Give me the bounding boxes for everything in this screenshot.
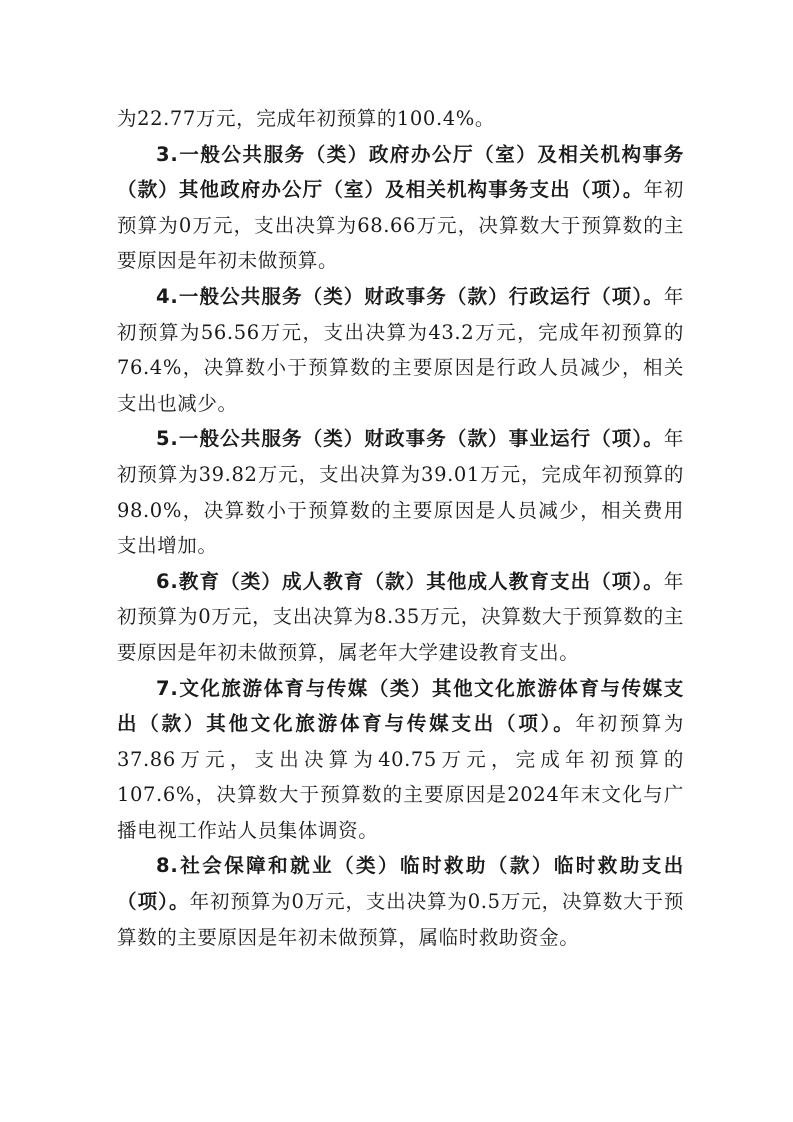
item-6-heading: 6.教育（类）成人教育（款）其他成人教育支出（项）。 (156, 569, 664, 593)
item-5-paragraph (117, 421, 684, 563)
continuation-text: 为22.77万元，完成年初预算的100.4%。 (117, 107, 495, 130)
document-body (117, 101, 684, 955)
item-7-body: 年初预算为37.86万元，支出决算为40.75万元，完成年初预算的107.6%，决算数大于预算数的主要原因是2024年末文化与广播电视工作站人员集体调资。 (117, 712, 684, 842)
item-4-body: 年初预算为56.56万元，支出决算为43.2万元，完成年初预算的76.4%，决算数小于预算数的主要原因是行政人员减少，相关支出也减少。 (117, 284, 684, 415)
item-5-heading: 5.一般公共服务（类）财政事务（款）事业运行（项）。 (156, 427, 664, 451)
continuation-paragraph (117, 101, 684, 137)
item-7-paragraph (117, 671, 684, 849)
item-3-heading: 3.一般公共服务（类）政府办公厅（室）及相关机构事务（款）其他政府办公厅（室）及相关机构事务支出（项）。 (117, 142, 684, 202)
item-5-body: 年初预算为39.82万元，支出决算为39.01万元，完成年初预算的98.0%，决算数小于预算数的主要原因是人员减少，相关费用支出增加。 (117, 427, 684, 558)
item-4-heading: 4.一般公共服务（类）财政事务（款）行政运行（项）。 (156, 284, 664, 308)
item-8-heading: 8.社会保障和就业（类）临时救助（款）临时救助支出（项）。 (117, 854, 684, 914)
item-3-body: 年初预算为0万元，支出决算为68.66万元，决算数大于预算数的主要原因是年初未做预算。 (117, 178, 684, 273)
item-3-paragraph (117, 137, 684, 279)
item-8-paragraph (117, 848, 684, 955)
item-8-body: 年初预算为0万元，支出决算为0.5万元，决算数大于预算数的主要原因是年初未做预算，属临时救助资金。 (117, 890, 684, 949)
item-7-heading: 7.文化旅游体育与传媒（类）其他文化旅游体育与传媒支出（款）其他文化旅游体育与传媒支出（项）。 (117, 676, 684, 736)
item-6-paragraph (117, 564, 684, 671)
item-6-body: 年初预算为0万元，支出决算为8.35万元，决算数大于预算数的主要原因是年初未做预算，属老年大学建设教育支出。 (117, 569, 684, 664)
item-4-paragraph (117, 279, 684, 421)
